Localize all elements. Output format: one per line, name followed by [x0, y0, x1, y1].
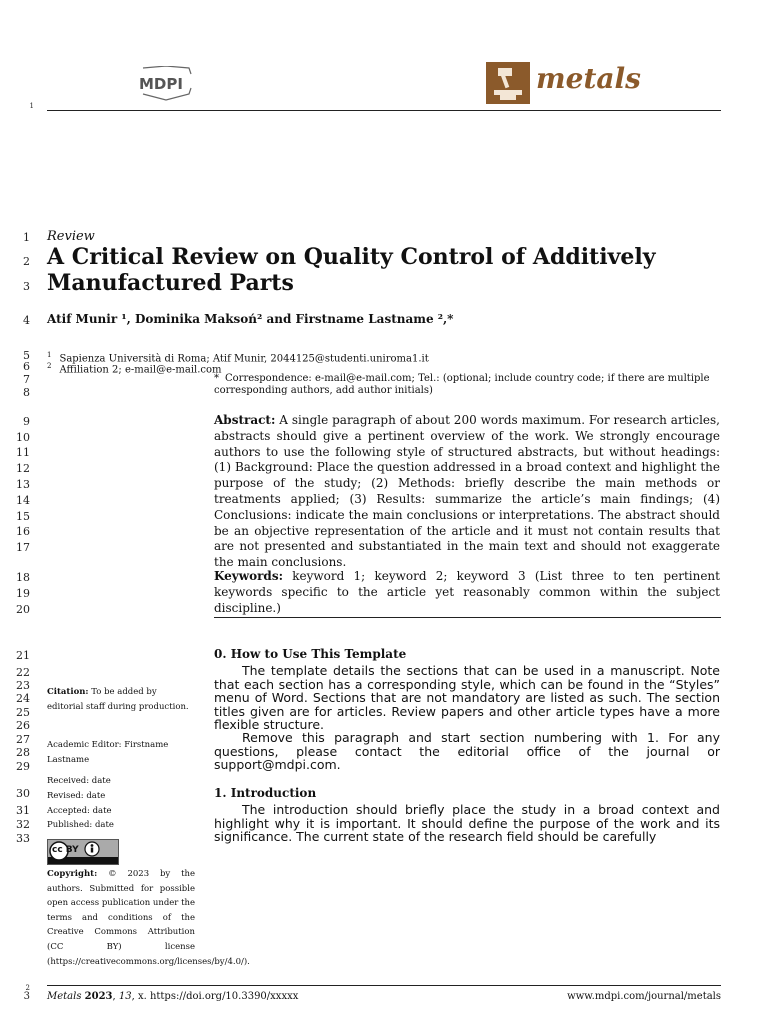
correspondence	[214, 373, 724, 397]
body-paragraph: The introduction should briefly place the study in a broad context and highlight why it is important. It should define the purpose of the work and its significance. The current state of the research field should be carefully	[214, 802, 720, 844]
author-list: Atif Munir ¹, Dominika Maksoń² and Firstname Lastname ²,*	[47, 312, 454, 326]
line-number: 3	[23, 280, 30, 293]
mdpi-logo-text: MDPI	[139, 75, 183, 93]
affiliation-2	[47, 360, 222, 376]
line-number: 17	[16, 541, 30, 554]
section-heading: 1. Introduction	[214, 786, 317, 800]
keywords-label: Keywords:	[214, 569, 284, 583]
line-number: 23	[16, 679, 30, 692]
line-number: 30	[16, 787, 30, 800]
line-number: 14	[16, 494, 30, 507]
line-number: 25	[16, 706, 30, 719]
body-paragraph: The template details the sections that can be used in a manuscript. Note that each section has a corresponding style, which can be found in the “Styles” menu of Word. Sections that are not mandatory are listed as such. The section titles given are for articles. Review papers and other article types have a more flexible structure.	[214, 663, 720, 732]
correspondence-marker: *	[214, 373, 219, 384]
line-number: 13	[16, 478, 30, 491]
section-heading: 0. How to Use This Template	[214, 647, 407, 661]
header-rule	[47, 110, 721, 111]
article-type: Review	[47, 229, 95, 244]
footer-journal: Metals	[47, 991, 82, 1002]
footer-year: 2023	[84, 991, 113, 1002]
citation-label: Citation:	[47, 687, 89, 697]
abstract	[214, 413, 720, 571]
copyright-label: Copyright:	[47, 869, 98, 879]
affiliation-marker: 2	[47, 362, 52, 370]
article-title: A Critical Review on Quality Control of Additively Manufactured Parts	[47, 244, 656, 296]
line-number: 29	[16, 760, 30, 773]
line-number: 18	[16, 571, 30, 584]
correspondence-text: Correspondence: e-mail@e-mail.com; Tel.: (optional; include country code; if there are multiple corresponding authors, add author initials)	[214, 373, 710, 396]
footer-doi: , x. https://doi.org/10.3390/xxxxx	[131, 991, 299, 1002]
mdpi-logo	[137, 66, 195, 102]
received-date: Received: date	[47, 776, 111, 786]
copyright-block	[47, 867, 250, 969]
abstract-rule	[214, 617, 721, 618]
line-number: 12	[16, 462, 30, 475]
line-number-top: 1	[29, 102, 34, 110]
line-number: 24	[16, 692, 30, 705]
line-number: 22	[16, 666, 30, 679]
line-number: 19	[16, 587, 30, 600]
affiliation-text: Sapienza Università di Roma; Atif Munir, 2044125@studenti.uniroma1.it	[59, 353, 429, 365]
published-date: Published: date	[47, 820, 114, 830]
cc-badge-text: cc BY	[52, 845, 79, 855]
line-number: 32	[16, 818, 30, 831]
line-number: 31	[16, 804, 30, 817]
line-number: 33	[16, 832, 30, 845]
line-number: 7	[23, 373, 30, 386]
line-number: 11	[16, 446, 30, 459]
affiliation-marker: 1	[47, 351, 52, 359]
line-number: 21	[16, 649, 30, 662]
citation-block	[47, 685, 195, 714]
journal-url-link[interactable]: www.mdpi.com/journal/metals	[567, 991, 721, 1002]
line-number: 2	[23, 255, 30, 268]
cc-by-license-badge	[47, 839, 119, 865]
abstract-text: A single paragraph of about 200 words maximum. For research articles, abstracts should give a pertinent overview of the work. We strongly encourage authors to use the following style of structured abstracts, but without headings: (1) Background: Place the question addressed in a broad context and highlight the purpose of the study; (2) Methods: briefly describe the main methods or treatments applied; (3) Results: summarize the article’s main findings; (4) Conclusions: indicate the main conclusions or interpretations. The abstract should be an objective representation of the article and it must not contain results that are not presented and substantiated in the main text and should not exaggerate the main conclusions.	[214, 413, 720, 570]
abstract-label: Abstract:	[214, 413, 276, 427]
line-number: 27	[16, 733, 30, 746]
footer-rule	[47, 985, 721, 986]
footer-page-number: 3	[23, 991, 30, 1002]
copyright-text: © 2023 by the authors. Submitted for possible open access publication under the terms and conditions of the Creative Commons Attribution (CC BY) license (https://creativecommons.org/licenses/by/4.0/).	[47, 869, 250, 967]
line-number: 9	[23, 415, 30, 428]
footer-volume: 13	[118, 991, 132, 1002]
line-number: 15	[16, 510, 30, 523]
revised-date: Revised: date	[47, 791, 106, 801]
line-number: 6	[23, 360, 30, 373]
line-number: 8	[23, 386, 30, 399]
line-number: 5	[23, 349, 30, 362]
citation-text: To be added by editorial staff during production.	[47, 687, 189, 712]
line-number: 16	[16, 525, 30, 538]
footer-citation: Metals 2023, 13, x. https://doi.org/10.3390/xxxxx	[47, 991, 299, 1002]
affiliation-text: Affiliation 2; e-mail@e-mail.com	[59, 364, 222, 376]
accepted-date: Accepted: date	[47, 806, 112, 816]
line-number: 1	[23, 231, 30, 244]
line-number: 10	[16, 431, 30, 444]
keywords	[214, 569, 720, 616]
academic-editor: Academic Editor: Firstname Lastname	[47, 740, 169, 765]
footer-small-number: 2	[25, 984, 30, 992]
keywords-text: keyword 1; keyword 2; keyword 3 (List three to ten pertinent keywords specific to the article yet reasonably common within the subject discipline.)	[214, 569, 720, 615]
metals-logo-icon	[486, 62, 530, 104]
line-number: 20	[16, 603, 30, 616]
line-number: 4	[23, 314, 30, 327]
journal-logo-text: metals	[536, 62, 641, 95]
line-number: 26	[16, 719, 30, 732]
body-paragraph: Remove this paragraph and start section numbering with 1. For any questions, please contact the editorial office of the journal or support@mdpi.com.	[214, 730, 720, 772]
line-number: 28	[16, 746, 30, 759]
